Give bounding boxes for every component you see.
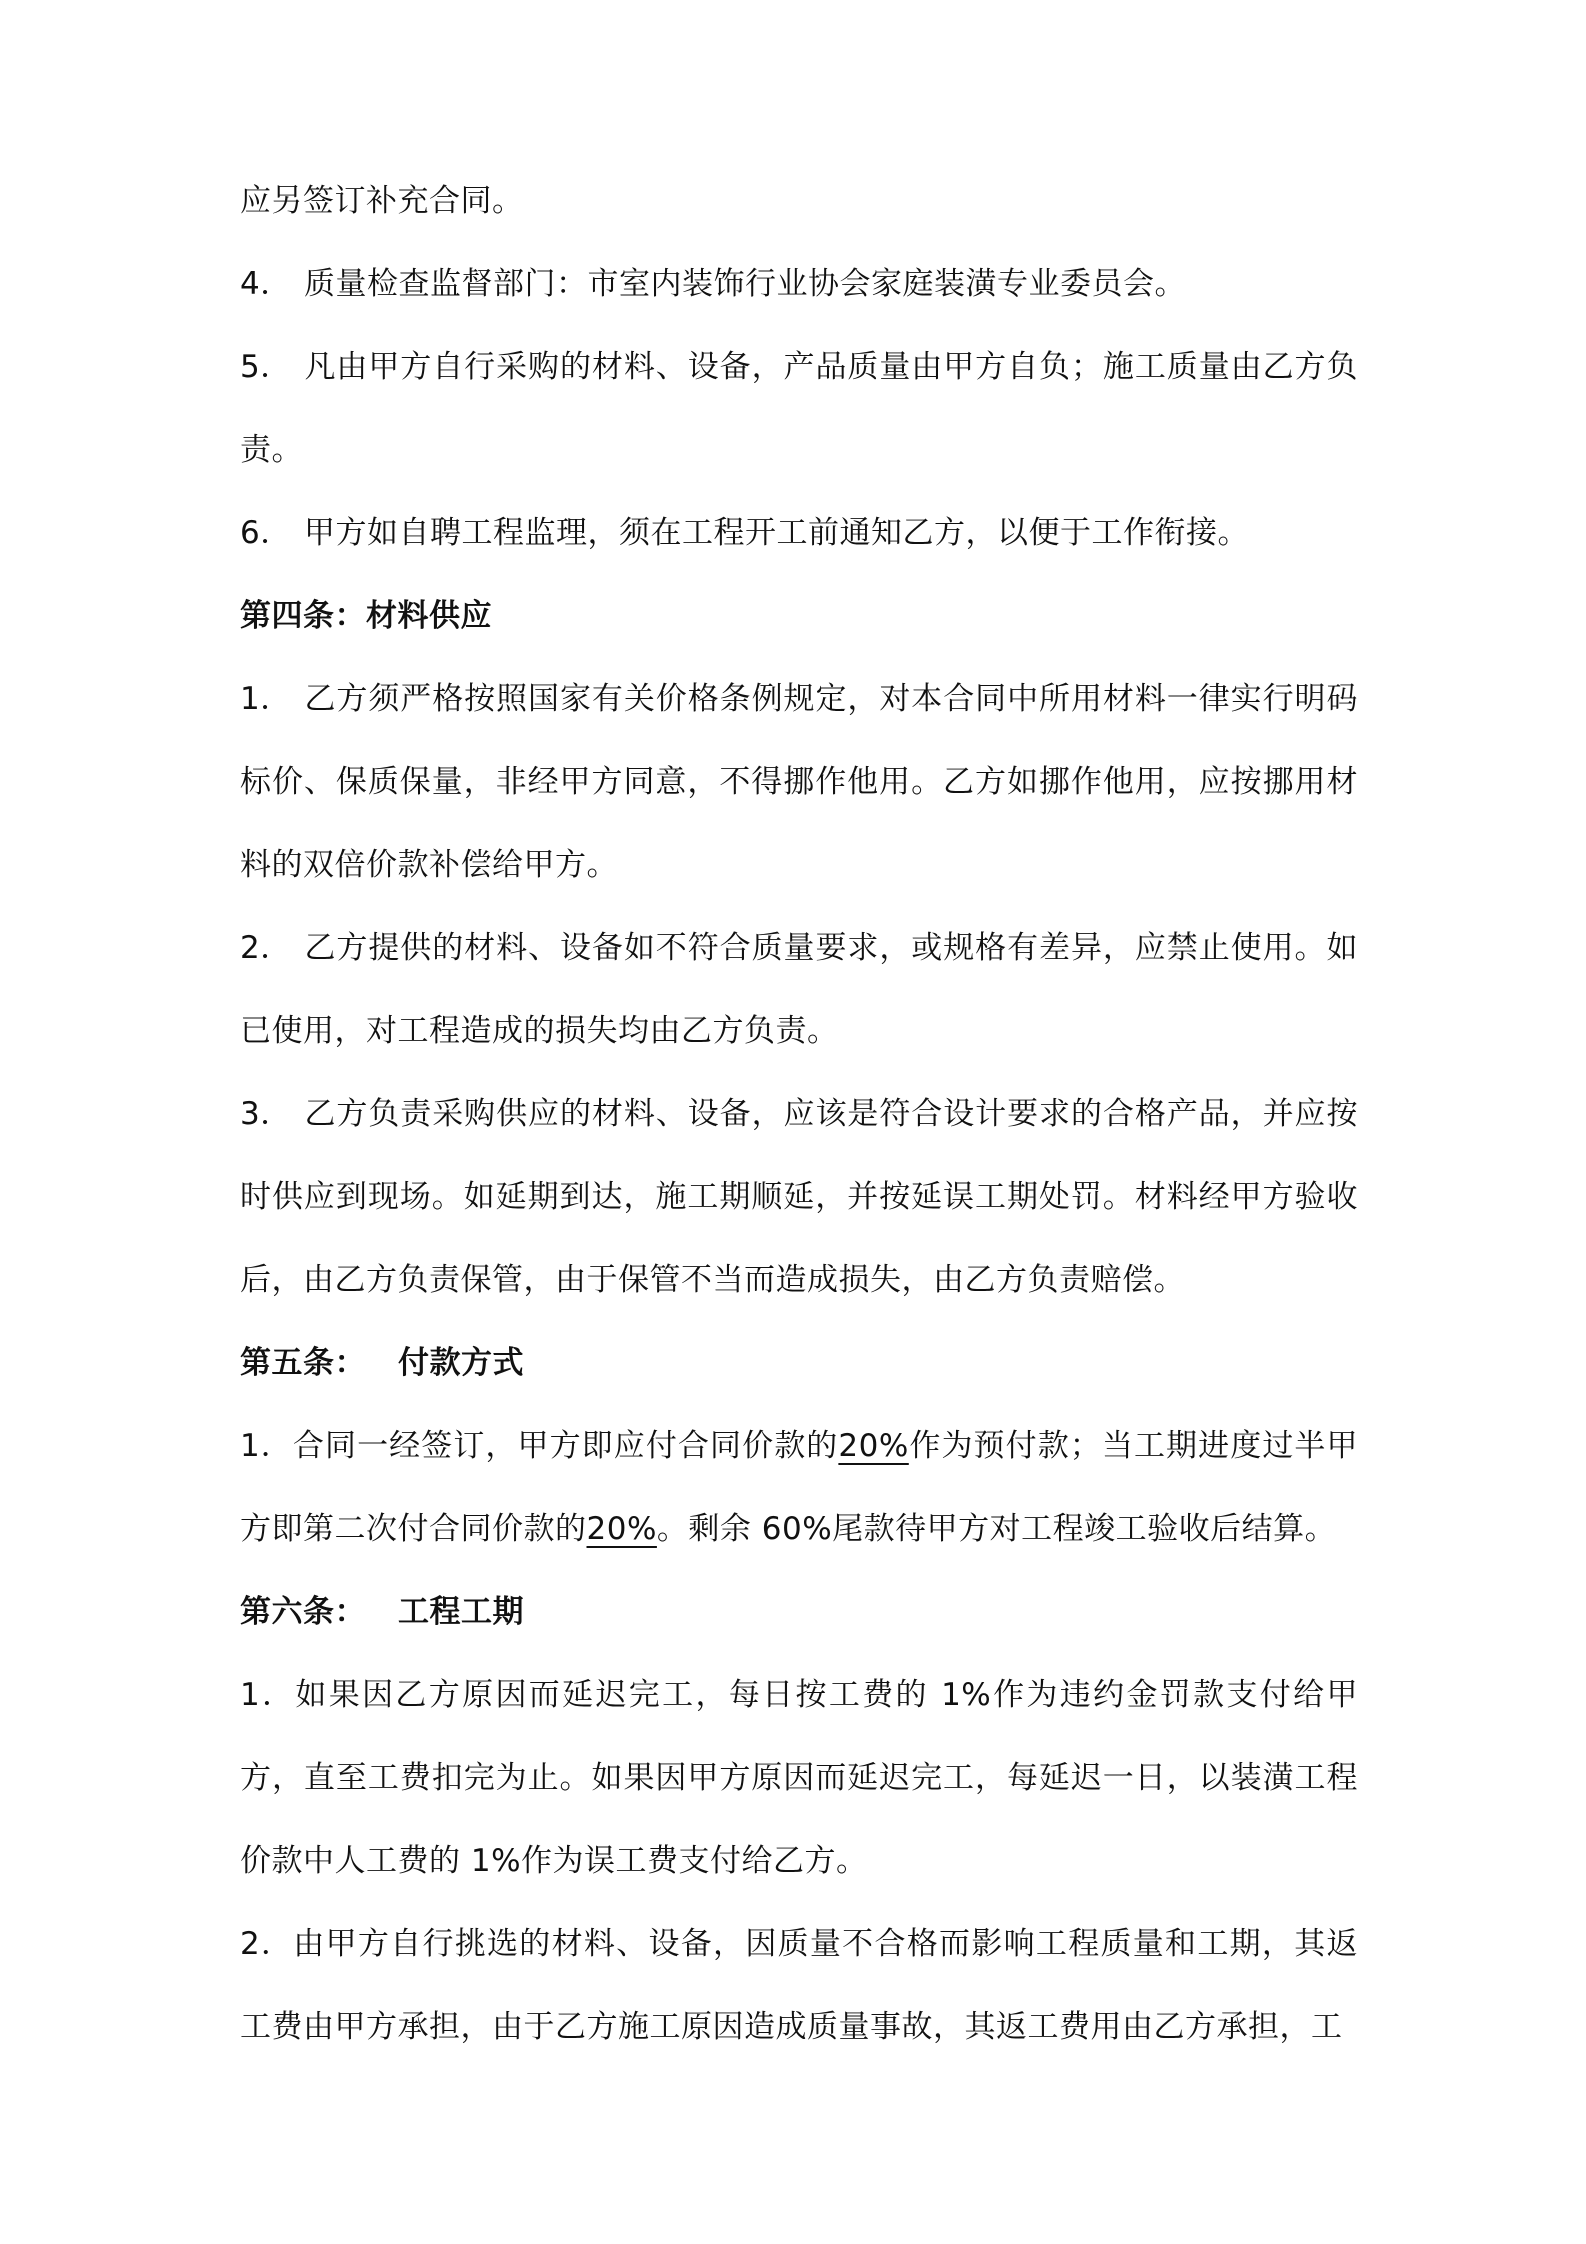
clause-number: 5．: [240, 349, 292, 385]
clause-text: 2．由甲方自行挑选的材料、设备，因质量不合格而影响工程质量和工期，其返工费由甲方承担，由于乙方施工原因造成质量事故，其返工费用由乙方承担，工: [240, 1926, 1358, 2045]
clause-number: 1．: [240, 681, 292, 717]
clause-5-1: [240, 1405, 1358, 1571]
clause-4-3: [240, 1073, 1358, 1322]
paragraph-text: 应另签订补充合同。: [240, 183, 524, 219]
clause-text: 乙方负责采购供应的材料、设备，应该是符合设计要求的合格产品，并应按时供应到现场。如延期到达，施工期顺延，并按延误工期处罚。材料经甲方验收后，由乙方负责保管，由于保管不当而造成损失，由乙方负责赔偿。: [240, 1096, 1358, 1298]
clause-number: 6．: [240, 515, 292, 551]
article-4-heading: 第四条：材料供应: [240, 598, 492, 634]
clause-number: 3．: [240, 1096, 292, 1132]
article-title: 工程工期: [398, 1594, 524, 1630]
clause-6-2: [240, 1903, 1358, 2069]
underlined-percentage: 20%: [838, 1428, 909, 1464]
clause-4-1: [240, 658, 1358, 907]
clause-3-6: [240, 492, 1358, 575]
paragraph-continuation: [240, 160, 1358, 243]
article-title: 付款方式: [398, 1345, 524, 1381]
contract-body: [240, 160, 1358, 2069]
clause-number: 4．: [240, 266, 292, 302]
article-label: 第六条：: [240, 1594, 366, 1630]
article-label: 第五条：: [240, 1345, 366, 1381]
article-5-heading: [240, 1322, 1358, 1405]
clause-text: 乙方提供的材料、设备如不符合质量要求，或规格有差异，应禁止使用。如已使用，对工程造成的损失均由乙方负责。: [240, 930, 1358, 1049]
clause-text: 作为预付款；当工期进度过半甲方即第二次付合同价款的: [240, 1428, 1358, 1547]
clause-number: 2．: [240, 930, 292, 966]
underlined-percentage: 20%: [586, 1511, 657, 1547]
clause-text: 1．合同一经签订，甲方即应付合同价款的: [240, 1428, 839, 1464]
clause-text: 凡由甲方自行采购的材料、设备，产品质量由甲方自负；施工质量由乙方负责。: [240, 349, 1358, 468]
clause-6-1: [240, 1654, 1358, 1903]
clause-3-4: [240, 243, 1358, 326]
clause-text: 甲方如自聘工程监理，须在工程开工前通知乙方，以便于工作衔接。: [304, 515, 1249, 551]
clause-4-2: [240, 907, 1358, 1073]
clause-3-5: [240, 326, 1358, 492]
clause-text: 1．如果因乙方原因而延迟完工，每日按工费的 1%作为违约金罚款支付给甲方，直至工费扣完为止。如果因甲方原因而延迟完工，每延迟一日，以装潢工程价款中人工费的 1%作为误工费支付给乙方。: [240, 1677, 1358, 1879]
clause-text: 。剩余 60%尾款待甲方对工程竣工验收后结算。: [656, 1511, 1337, 1547]
article-6-heading: [240, 1571, 1358, 1654]
clause-text: 乙方须严格按照国家有关价格条例规定，对本合同中所用材料一律实行明码标价、保质保量，非经甲方同意，不得挪作他用。乙方如挪作他用，应按挪用材料的双倍价款补偿给甲方。: [240, 681, 1358, 883]
clause-text: 质量检查监督部门：市室内装饰行业协会家庭装潢专业委员会。: [304, 266, 1186, 302]
